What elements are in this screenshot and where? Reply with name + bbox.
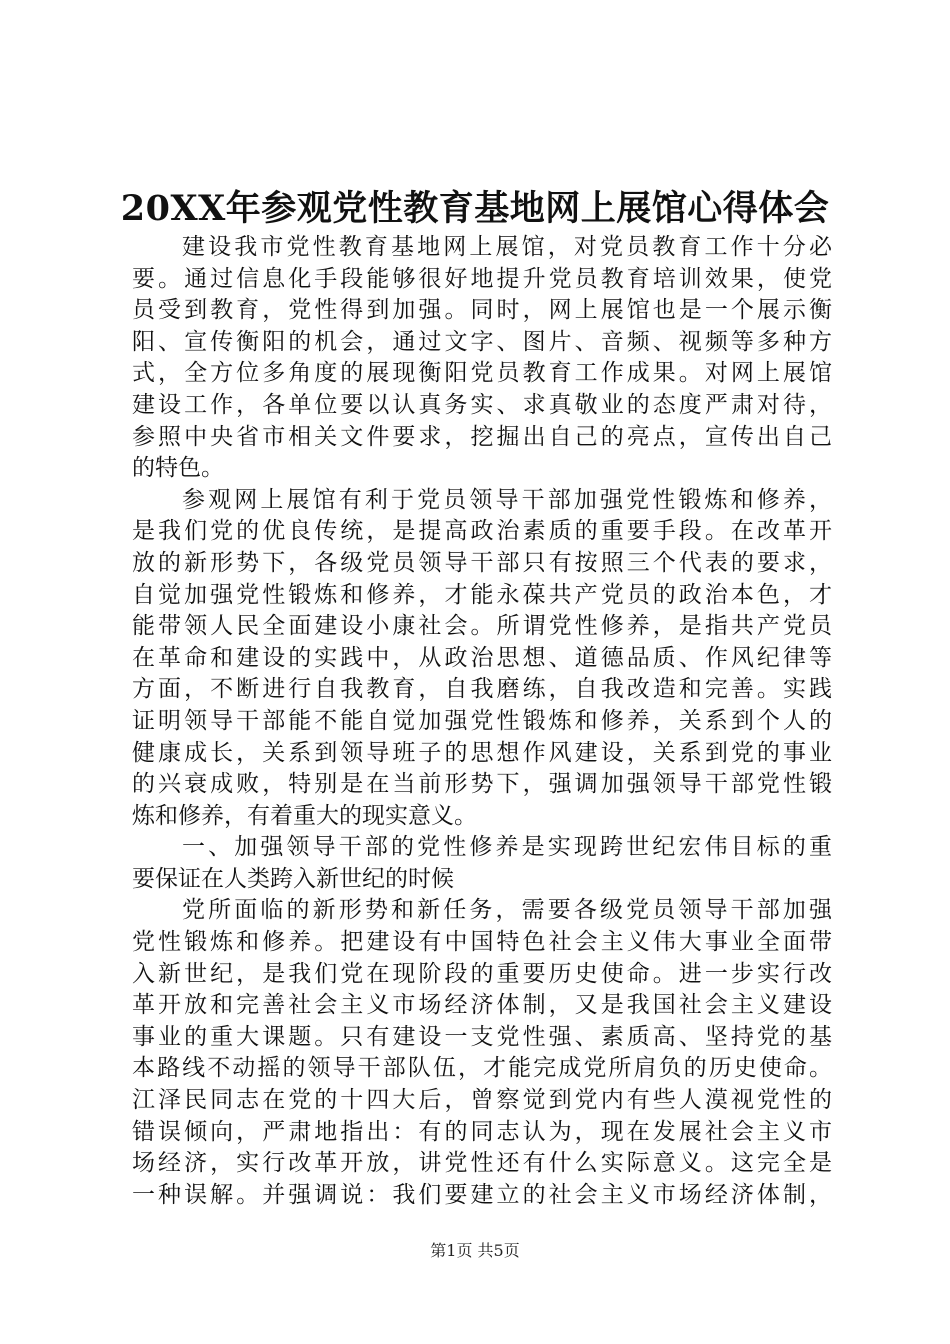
- text-line: 员受到教育，党性得到加强。同时，网上展馆也是一个展示衡: [132, 297, 832, 324]
- text-line: 要。通过信息化手段能够很好地提升党员教育培训效果，使党: [132, 265, 832, 292]
- text-line: 的兴衰成败，特别是在当前形势下，强调加强领导干部党性锻: [132, 771, 832, 798]
- text-line: 放的新形势下，各级党员领导干部只有按照三个代表的要求，: [132, 549, 832, 576]
- section-heading: [132, 832, 832, 895]
- text-line: 自觉加强党性锻炼和修养，才能永葆共产党员的政治本色，才: [132, 581, 832, 608]
- text-line: 的特色。: [132, 455, 224, 482]
- document-body: [132, 232, 832, 1211]
- text-line: 一种误解。并强调说：我们要建立的社会主义市场经济体制，: [132, 1181, 832, 1208]
- text-line: 一、加强领导干部的党性修养是实现跨世纪宏伟目标的重: [182, 834, 832, 861]
- text-line: 阳、宣传衡阳的机会，通过文字、图片、音频、视频等多种方: [132, 328, 832, 355]
- paragraph: [132, 485, 832, 833]
- text-line: 要保证在人类跨入新世纪的时候: [132, 865, 454, 892]
- text-line: 健康成长，关系到领导班子的思想作风建设，关系到党的事业: [132, 739, 832, 766]
- text-line: 炼和修养，有着重大的现实意义。: [132, 802, 477, 829]
- text-line: 事业的重大课题。只有建设一支党性强、素质高、坚持党的基: [132, 1023, 832, 1050]
- text-line: 在革命和建设的实践中，从政治思想、道德品质、作风纪律等: [132, 644, 832, 671]
- text-line: 场经济，实行改革开放，讲党性还有什么实际意义。这完全是: [132, 1150, 832, 1177]
- text-line: 是我们党的优良传统，是提高政治素质的重要手段。在改革开: [132, 518, 832, 545]
- text-line: 参照中央省市相关文件要求，挖掘出自己的亮点，宣传出自己: [132, 423, 832, 450]
- text-line: 建设工作，各单位要以认真务实、求真敬业的态度严肃对待，: [132, 391, 832, 418]
- paragraph: [132, 232, 832, 485]
- text-line: 错误倾向，严肃地指出：有的同志认为，现在发展社会主义市: [132, 1118, 832, 1145]
- document-title: 20XX年参观党性教育基地网上展馆心得体会: [120, 188, 830, 229]
- text-line: 能带领人民全面建设小康社会。所谓党性修养，是指共产党员: [132, 613, 832, 640]
- text-line: 江泽民同志在党的十四大后，曾察觉到党内有些人漠视党性的: [132, 1087, 832, 1114]
- text-line: 党性锻炼和修养。把建设有中国特色社会主义伟大事业全面带: [132, 929, 832, 956]
- paragraph: [132, 895, 832, 1211]
- text-line: 入新世纪，是我们党在现阶段的重要历史使命。进一步实行改: [132, 960, 832, 987]
- text-line: 式，全方位多角度的展现衡阳党员教育工作成果。对网上展馆: [132, 360, 832, 387]
- text-line: 证明领导干部能不能自觉加强党性锻炼和修养，关系到个人的: [132, 707, 832, 734]
- text-line: 革开放和完善社会主义市场经济体制，又是我国社会主义建设: [132, 992, 832, 1019]
- text-line: 方面，不断进行自我教育，自我磨练，自我改造和完善。实践: [132, 676, 832, 703]
- page-number-footer: 第1页 共5页: [430, 1241, 520, 1260]
- text-line: 党所面临的新形势和新任务，需要各级党员领导干部加强: [182, 897, 832, 924]
- text-line: 建设我市党性教育基地网上展馆，对党员教育工作十分必: [182, 234, 832, 260]
- text-line: 参观网上展馆有利于党员领导干部加强党性锻炼和修养，: [182, 486, 832, 513]
- text-line: 本路线不动摇的领导干部队伍，才能完成党所肩负的历史使命。: [132, 1055, 832, 1082]
